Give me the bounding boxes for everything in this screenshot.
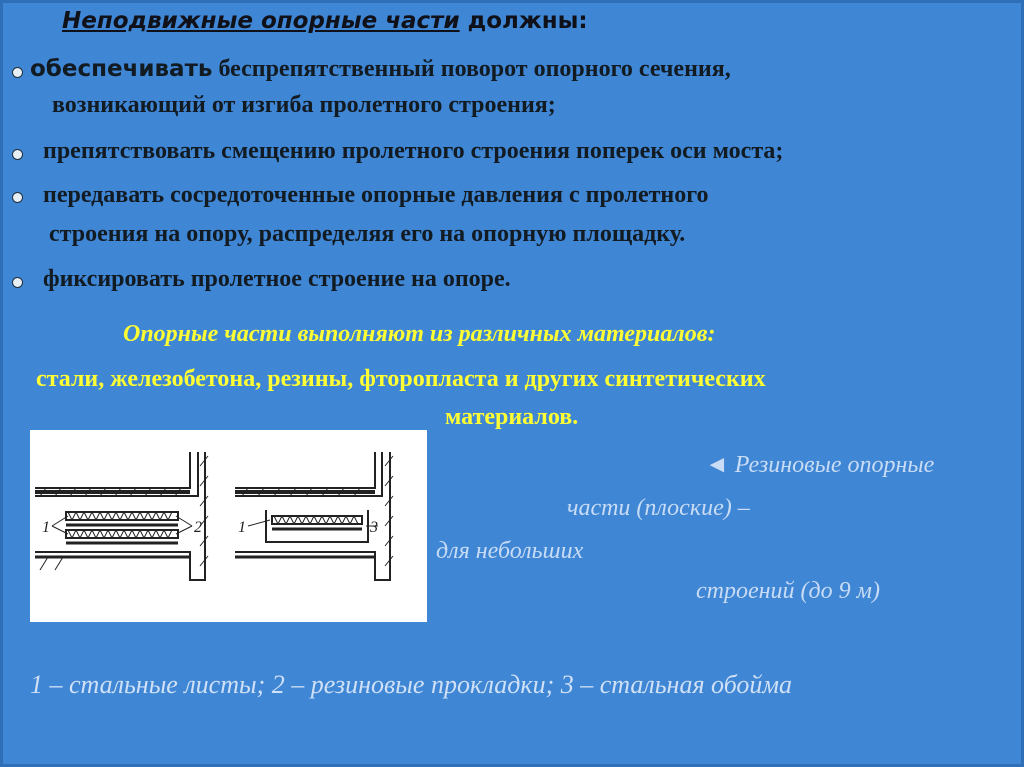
figure-caption: 1 – стальные листы; 2 – резиновые прокладки; 3 – стальная обойма (30, 670, 793, 699)
fig-label-left-2: 2 (194, 519, 202, 536)
materials-line-1: стали, железобетона, резины, фторопласта и других синтетических (36, 366, 766, 392)
side-note-line-2: части (плоские) – (567, 495, 750, 521)
bullet-1-keyword: обеспечивать (30, 56, 213, 82)
bullet-dot (13, 278, 22, 287)
side-note-line-4: строений (до 9 м) (696, 578, 880, 604)
bearing-diagram-svg (30, 430, 427, 622)
bullet-dot (13, 150, 22, 159)
materials-line-2: материалов. (445, 404, 579, 430)
bullet-dot (13, 193, 22, 202)
bullet-3-line-2: строения на опору, распределяя его на опорную площадку. (49, 221, 686, 247)
fig-label-right-1: 1 (238, 519, 246, 536)
bullet-dot (13, 68, 22, 77)
bullet-3-line-1: передавать сосредоточенные опорные давления с пролетного (43, 182, 709, 208)
bearing-diagram (30, 430, 427, 622)
slide-title (62, 8, 588, 34)
bullet-2-line-1: препятствовать смещению пролетного строения поперек оси моста; (43, 138, 784, 164)
materials-heading: Опорные части выполняют из различных материалов: (123, 321, 716, 347)
title-rest: должны: (459, 8, 588, 34)
bullet-1-line-2: возникающий от изгиба пролетного строения; (52, 92, 556, 118)
bullet-1-line-1 (30, 56, 731, 83)
fig-label-left-1: 1 (42, 519, 50, 536)
side-note-line-1: ◄ Резиновые опорные (705, 452, 935, 478)
bullet-4-line-1: фиксировать пролетное строение на опоре. (43, 266, 511, 292)
title-italic-part: Неподвижные опорные части (62, 8, 460, 34)
side-note-line-3: для небольших (436, 538, 584, 564)
bullet-1-text: беспрепятственный поворот опорного сечения, (212, 56, 731, 82)
fig-label-right-3: 3 (370, 519, 378, 536)
